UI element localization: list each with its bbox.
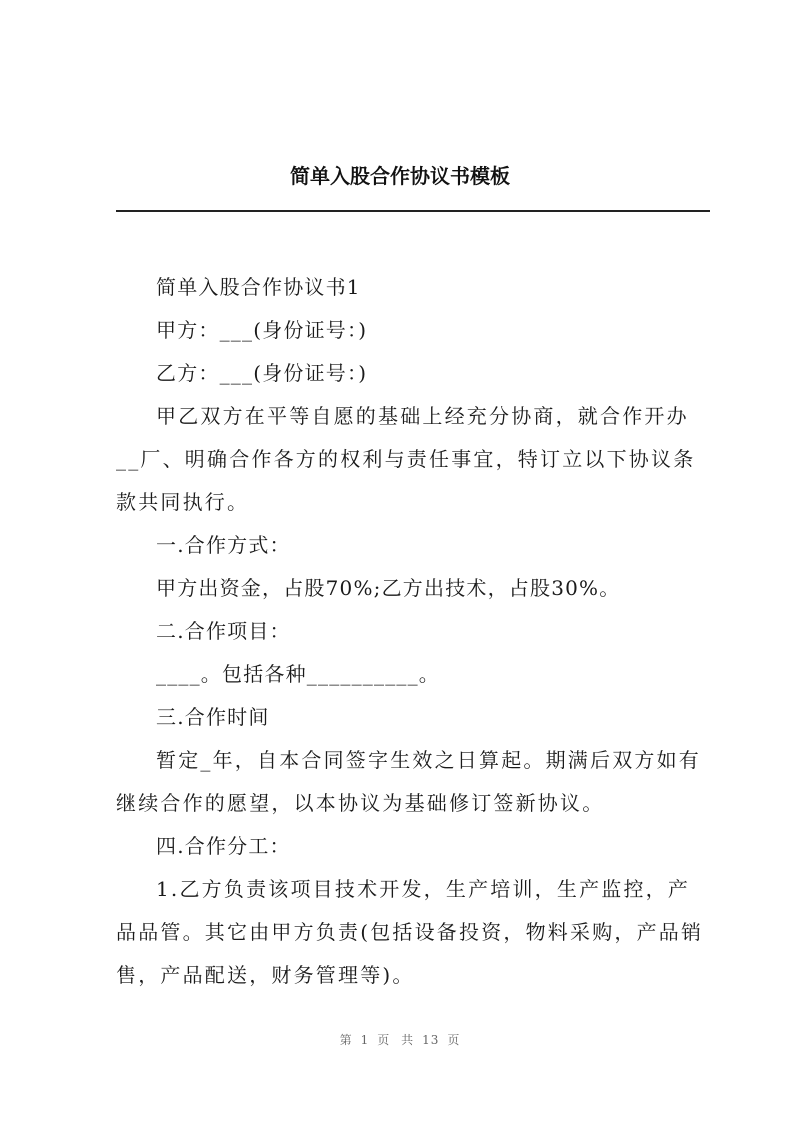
cooperation-method-text: 甲方出资金，占股70%;乙方出技术，占股30%。 [156,576,621,600]
section-cooperation-method: 一.合作方式： [156,533,291,557]
section-cooperation-project: 二.合作项目： [156,619,291,643]
party-a-line: 甲方：___(身份证号：) [156,318,368,342]
footer-total-pages: 13 [422,1033,440,1047]
party-b-line: 乙方：___(身份证号：) [156,361,368,385]
section-division-of-work: 四.合作分工： [156,834,291,858]
title-divider [116,210,710,212]
cooperation-time-text: 暂定_年，自本合同签字生效之日算起。期满后双方如有继续合作的愿望，以本协议为基础修订签新协议。 [116,748,701,815]
footer-current-page: 1 [360,1033,370,1047]
page-title: 简单入股合作协议书模板 [290,164,510,188]
section-cooperation-time: 三.合作时间 [156,705,270,729]
cooperation-project-text: ____。包括各种__________。 [156,662,440,686]
division-of-work-item-1: 1.乙方负责该项目技术开发，生产培训，生产监控，产品品管。其它由甲方负责(包括设备投资，物料采购，产品销售，产品配送，财务管理等)。 [116,877,704,987]
footer-end-label: 页 [447,1033,461,1047]
document-body [116,266,710,997]
agreement-heading: 简单入股合作协议书1 [156,275,361,299]
footer-page-label: 第 [339,1033,353,1047]
footer-total-label: 页 共 [377,1033,415,1047]
page-footer [0,1031,800,1048]
preamble-paragraph: 甲乙双方在平等自愿的基础上经充分协商，就合作开办__厂、明确合作各方的权利与责任事宜，特订立以下协议条款共同执行。 [116,404,696,514]
